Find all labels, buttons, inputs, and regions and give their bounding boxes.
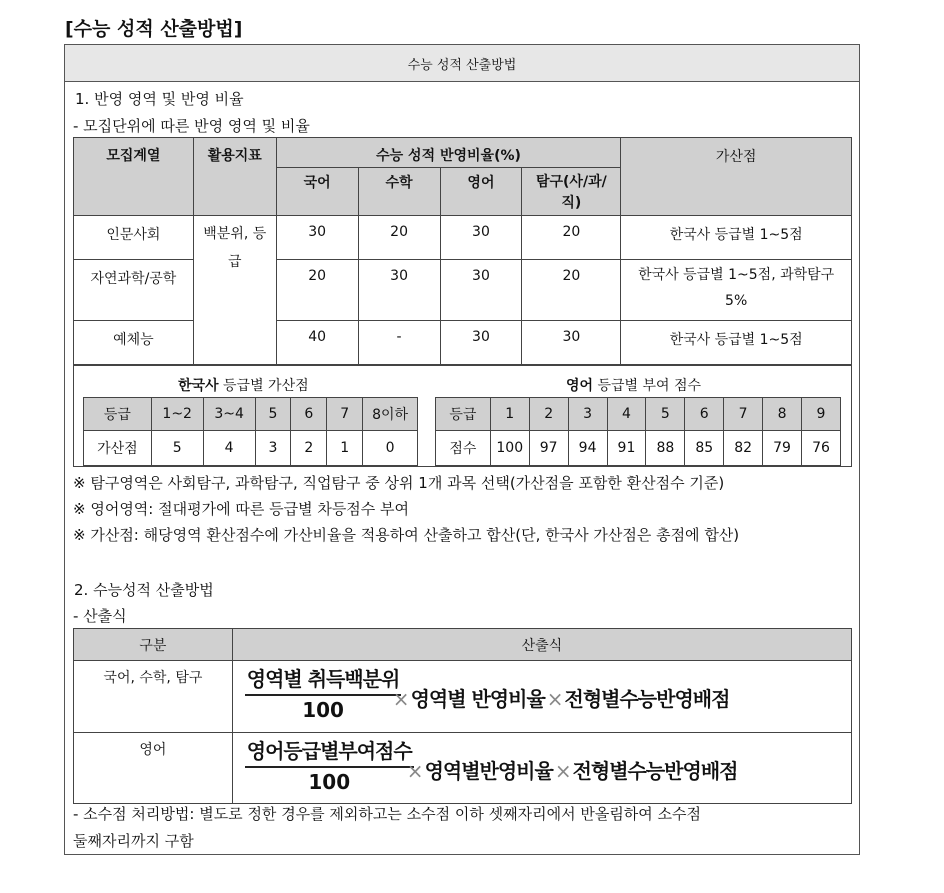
section1-heading: 1. 반영 영역 및 반영 비율 (75, 90, 244, 108)
grade-label: 등급 (436, 398, 491, 431)
header-index: 활용지표 (193, 138, 276, 216)
row-math: 30 (358, 260, 440, 321)
grade-label: 등급 (84, 398, 152, 431)
fraction-bar (245, 694, 402, 696)
grade-cell: 5 (646, 398, 685, 431)
score-cell: 2 (291, 431, 327, 466)
header-kor: 국어 (276, 168, 358, 216)
section1-subheading: - 모집단위에 따른 반영 영역 및 비율 (73, 117, 310, 135)
header-type: 구분 (74, 629, 233, 661)
row-bonus: 한국사 등급별 1~5점 (621, 321, 852, 365)
note-english: ※ 영어영역: 절대평가에 따른 등급별 차등점수 부여 (73, 500, 410, 518)
box-header: 수능 성적 산출방법 (65, 45, 859, 82)
formula-type: 영어 (74, 733, 233, 804)
grade-cell: 1~2 (151, 398, 203, 431)
fraction (245, 735, 414, 794)
row-bonus: 한국사 등급별 1~5점 (621, 216, 852, 260)
grade-cell: 6 (291, 398, 327, 431)
note-bonus: ※ 가산점: 해당영역 환산점수에 가산비율을 적용하여 산출하고 합산(단, 한국사 가산점은 총점에 합산) (73, 526, 740, 544)
denominator: 100 (302, 698, 344, 722)
score-cell: 4 (203, 431, 255, 466)
grade-cell: 2 (529, 398, 568, 431)
numerator: 영어등급별부여점수 (246, 739, 412, 763)
row-eng: 30 (440, 260, 522, 321)
header-formula: 산출식 (232, 629, 851, 661)
header-bonus: 가산점 (621, 138, 852, 216)
footnote-rounding: - 소수점 처리방법: 별도로 정한 경우를 제외하고는 소수점 이하 셋째자리에서 반올림하여 소수점 (73, 805, 702, 823)
score-cell: 82 (724, 431, 763, 466)
fraction (245, 663, 402, 722)
header-math: 수학 (358, 168, 440, 216)
row-bonus: 한국사 등급별 1~5점, 과학탐구 5% (621, 260, 852, 321)
row-inq: 30 (522, 321, 621, 365)
grade-cell: 7 (327, 398, 363, 431)
row-group: 자연과학/공학 (74, 260, 194, 321)
row-group: 인문사회 (74, 216, 194, 260)
grade-cell: 7 (724, 398, 763, 431)
history-bonus-table (83, 397, 418, 466)
score-cell: 0 (363, 431, 418, 466)
grade-cell: 3 (568, 398, 607, 431)
formula-general (233, 661, 851, 731)
row-group: 예체능 (74, 321, 194, 365)
denominator: 100 (308, 770, 351, 794)
formula-factors: × 영역별반영비율 × 전형별수능반영배점 (406, 759, 738, 783)
row-kor: 40 (276, 321, 358, 365)
row-eng: 30 (440, 321, 522, 365)
formula-table (73, 628, 852, 804)
formula-english (233, 733, 851, 803)
index-value: 백분위, 등급 (193, 216, 276, 365)
grade-cell: 3~4 (203, 398, 255, 431)
section2-subheading: - 산출식 (73, 607, 127, 625)
row-inq: 20 (522, 260, 621, 321)
page-title: [수능 성적 산출방법] (65, 18, 243, 40)
row-math: - (358, 321, 440, 365)
english-score-table (435, 397, 841, 466)
score-cell: 1 (327, 431, 363, 466)
score-cell: 79 (763, 431, 802, 466)
grade-cell: 4 (607, 398, 646, 431)
score-cell: 5 (151, 431, 203, 466)
score-cell: 85 (685, 431, 724, 466)
grade-cell: 8이하 (363, 398, 418, 431)
history-table-title: 한국사 등급별 가산점 (178, 378, 309, 394)
header-eng: 영어 (440, 168, 522, 216)
grade-cell: 9 (801, 398, 840, 431)
score-label: 가산점 (84, 431, 152, 466)
row-kor: 20 (276, 260, 358, 321)
formula-type: 국어, 수학, 탐구 (74, 661, 233, 733)
grade-cell: 1 (490, 398, 529, 431)
score-cell: 76 (801, 431, 840, 466)
note-inquiry: ※ 탐구영역은 사회탐구, 과학탐구, 직업탐구 중 상위 1개 과목 선택(가산점을 포함한 환산점수 기준) (73, 474, 725, 492)
row-eng: 30 (440, 216, 522, 260)
score-cell: 91 (607, 431, 646, 466)
grade-cell: 5 (255, 398, 291, 431)
formula-factors: × 영역별 반영비율 × 전형별수능반영배점 (392, 687, 730, 711)
ratio-table (73, 137, 852, 365)
row-inq: 20 (522, 216, 621, 260)
footnote-rounding-cont: 둘째자리까지 구함 (73, 832, 194, 850)
header-ratio: 수능 성적 반영비율(%) (276, 138, 621, 168)
header-group: 모집계열 (74, 138, 194, 216)
score-label: 점수 (436, 431, 491, 466)
fraction-bar (245, 766, 414, 768)
score-cell: 3 (255, 431, 291, 466)
score-cell: 94 (568, 431, 607, 466)
header-inq: 탐구(사/과/직) (522, 168, 621, 216)
grade-cell: 6 (685, 398, 724, 431)
score-cell: 88 (646, 431, 685, 466)
english-table-title: 영어 등급별 부여 점수 (566, 378, 702, 394)
score-cell: 100 (490, 431, 529, 466)
row-kor: 30 (276, 216, 358, 260)
numerator: 영역별 취득백분위 (246, 667, 400, 691)
grade-cell: 8 (763, 398, 802, 431)
section2-heading: 2. 수능성적 산출방법 (74, 581, 214, 599)
score-cell: 97 (529, 431, 568, 466)
row-math: 20 (358, 216, 440, 260)
